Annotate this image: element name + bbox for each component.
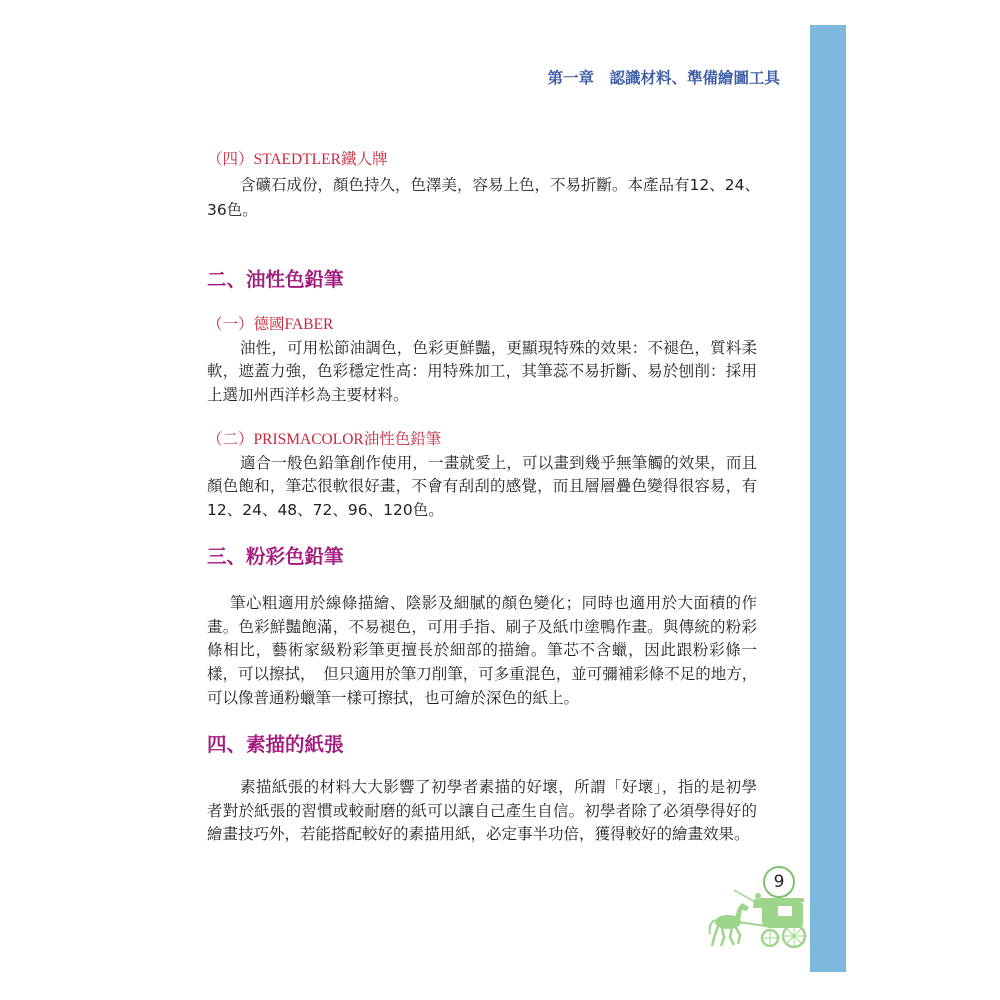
section-staedtler [207, 147, 760, 224]
body-text-line: 畫。色彩鮮豔飽滿，不易褪色，可用手指、刷子及紙巾塗鴨作畫。與傳統的粉彩 [207, 617, 757, 636]
body-text-line: 軟，遮蓋力強，色彩穩定性高：用特殊加工，其筆蕊不易折斷、易於刨削：採用 [207, 362, 757, 381]
body-text-line: 油性，可用松節油調色，色彩更鮮豔，更顯現特殊的效果：不褪色，質料柔 [240, 338, 757, 357]
body-text-line: 樣，可以擦拭， 但只適用於筆刀削筆，可多重混色，並可彌補彩條不足的地方， [207, 665, 758, 684]
side-color-bar [810, 25, 846, 972]
section-prismacolor [207, 428, 757, 523]
section-sketch-paper [207, 776, 757, 847]
body-text-line: 者對於紙張的習慣或較耐磨的紙可以讓自己產生自信。初學者除了必須學得好的 [207, 801, 757, 820]
body-text-line: 適合一般色鉛筆創作使用，一畫就愛上，可以畫到幾乎無筆觸的效果，而且 [240, 453, 757, 472]
section-faber [207, 313, 757, 408]
body-text-line: 含礦石成份，顏色持久，色澤美，容易上色，不易折斷。本產品有12、24、 [240, 175, 760, 194]
body-text-line: 可以像普通粉蠟筆一樣可擦拭，也可繪於深色的紙上。 [207, 688, 580, 707]
section-heading-oil-pencils: 二、油性色鉛筆 [207, 268, 344, 291]
body-text-line: 條相比，藝術家級粉彩筆更擅長於細部的描繪。筆芯不含蠟，因此跟粉彩條一 [207, 641, 757, 660]
body-text-line: 上選加州西洋杉為主要材料。 [207, 386, 409, 405]
body-text-line: 36色。 [207, 201, 258, 219]
body-text-line: 素描紙張的材料大大影響了初學者素描的好壞，所謂「好壞」，指的是初學 [240, 778, 757, 796]
body-text-line: 12、24、48、72、96、120色。 [207, 501, 444, 520]
section-heading-pastel-pencils: 三、粉彩色鉛筆 [207, 545, 344, 568]
subheading-prismacolor: （二）PRISMACOLOR油性色鉛筆 [207, 431, 442, 448]
subheading-faber: （一）德國FABER [207, 316, 334, 333]
subheading-staedtler: （四）STAEDTLER鐵人牌 [207, 151, 388, 168]
page-number: 9 [763, 866, 795, 898]
section-pastel [207, 592, 757, 710]
chapter-title: 第一章 認識材料、準備繪圖工具 [547, 69, 780, 87]
body-text-line: 繪畫技巧外，若能搭配較好的素描用紙，必定事半功倍，獲得較好的繪畫效果。 [207, 825, 750, 844]
body-text-line: 顏色飽和，筆芯很軟很好畫，不會有刮刮的感覺，而且層層疊色變得很容易，有 [207, 477, 757, 496]
section-heading-sketch-paper: 四、素描的紙張 [207, 733, 344, 756]
horse-carriage-icon [708, 888, 812, 950]
body-text-line: 筆心粗適用於線條描繪、陰影及細膩的顏色變化；同時也適用於大面積的作 [230, 594, 757, 612]
